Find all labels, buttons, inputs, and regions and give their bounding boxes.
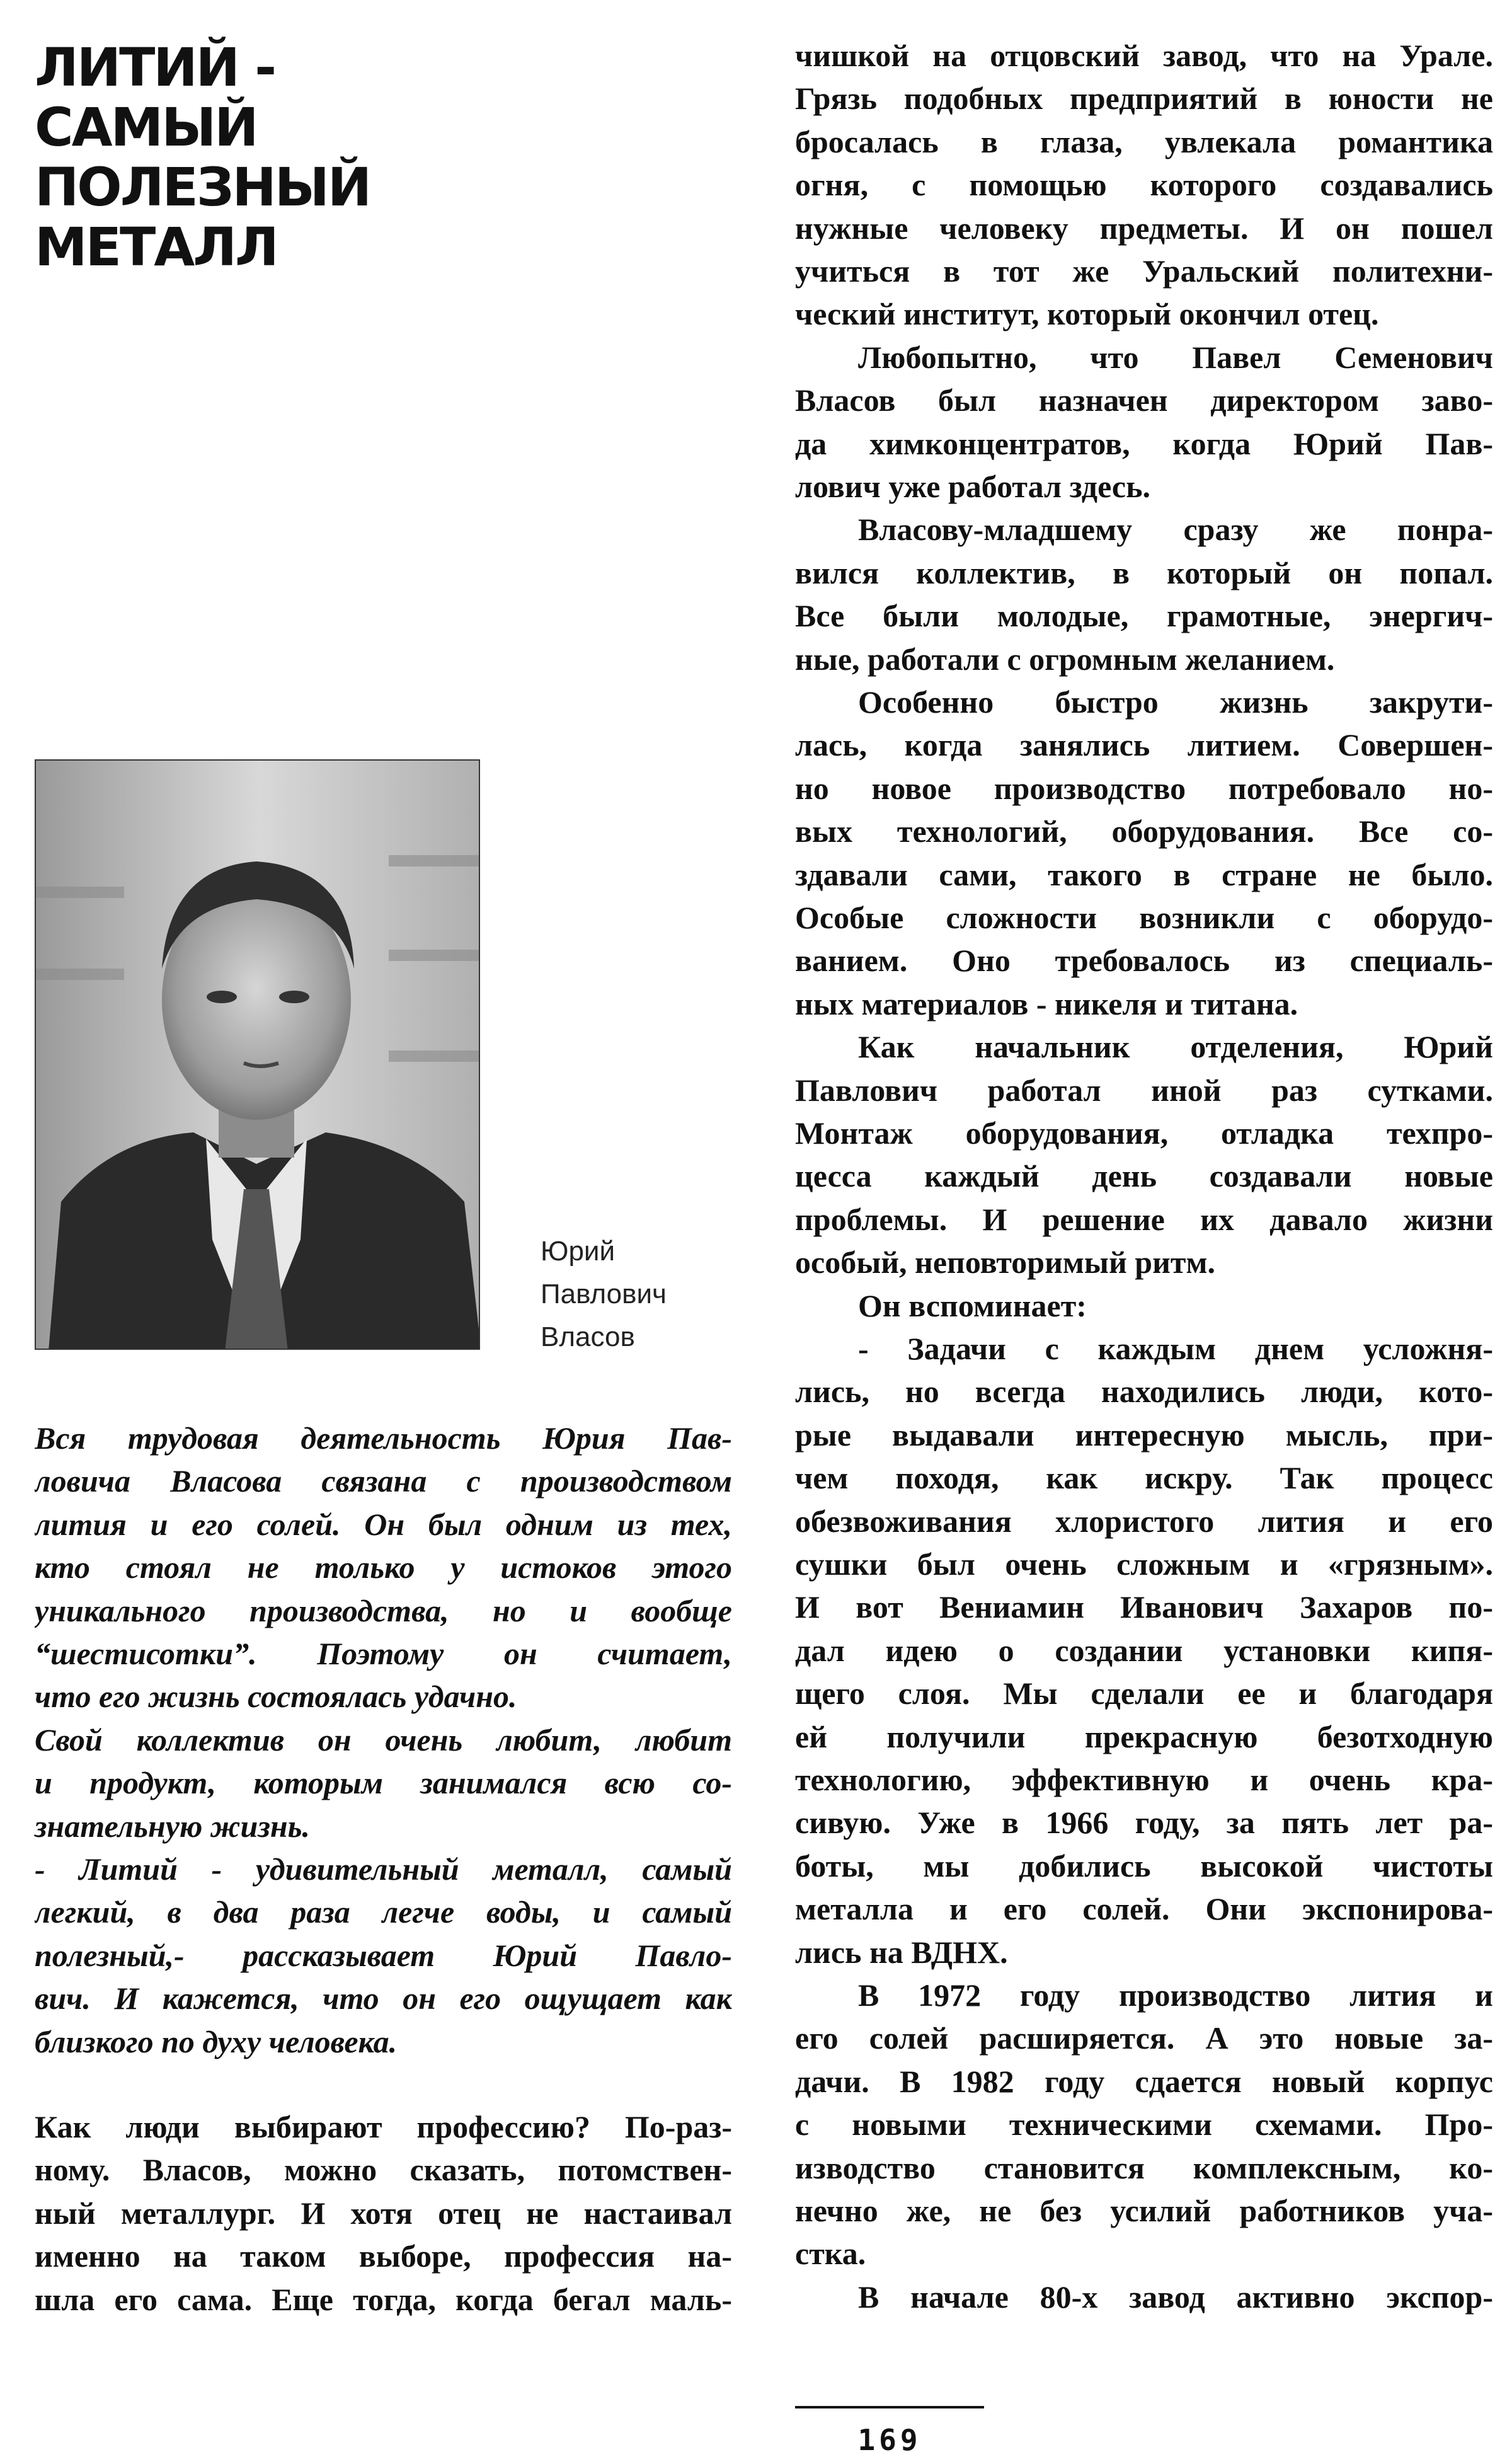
text-line: да химконцентратов, когда Юрий Пав-	[795, 425, 1493, 461]
text-line: Как люди выбирают профессию? По-раз-	[35, 2109, 732, 2144]
text-line: Любопытно, что Павел Семенович	[858, 339, 1493, 375]
text-line: с новыми техническими схемами. Про-	[795, 2107, 1493, 2143]
text-line: ный металлург. И хотя отец не настаивал	[35, 2195, 732, 2231]
text-line: боты, мы добились высокой чистоты	[795, 1848, 1493, 1884]
text-line: рые выдавали интересную мысль, при-	[795, 1417, 1493, 1453]
text-line: и продукт, которым занимался всю со-	[35, 1765, 732, 1801]
text-line: Монтаж оборудования, отладка техпро-	[795, 1115, 1493, 1151]
text-line: обезвоживания хлористого лития и его	[795, 1503, 1493, 1539]
text-line: огня, с помощью которого создавались	[795, 167, 1493, 203]
text-line: металла и его солей. Они экспонирова-	[795, 1891, 1493, 1927]
text-line: ловича Власова связана с производством	[35, 1463, 732, 1499]
text-line: полезный,- рассказывает Юрий Павло-	[35, 1937, 732, 1973]
text-line: особый, неповторимый ритм.	[795, 1245, 1216, 1280]
page-number: 169	[857, 2423, 922, 2457]
text-line: стка.	[795, 2236, 866, 2272]
text-line: здавали сами, такого в стране не было.	[795, 856, 1493, 892]
body-text-right-column	[795, 34, 1493, 2334]
text-line: лития и его солей. Он был одним из тех,	[35, 1506, 732, 1542]
text-line: вился коллектив, в который он попал.	[795, 555, 1493, 590]
text-line: ному. Власов, можно сказать, потомствен-	[35, 2152, 732, 2188]
text-line: лись, но всегда находились люди, кото-	[795, 1374, 1493, 1410]
text-line: Власов был назначен директором заво-	[795, 383, 1493, 418]
caption-line: Власов	[541, 1321, 635, 1352]
text-line: шла его сама. Еще тогда, когда бегал маль-	[35, 2281, 732, 2317]
text-line: Вся трудовая деятельность Юрия Пав-	[35, 1420, 732, 1456]
text-line: технологию, эффективную и очень кра-	[795, 1762, 1493, 1797]
text-line: ческий институт, который окончил отец.	[795, 296, 1379, 332]
text-line: В начале 80-х завод активно экспор-	[858, 2279, 1493, 2315]
text-line: бросалась в глаза, увлекала романтика	[795, 124, 1493, 159]
text-line: ных материалов - никеля и титана.	[795, 986, 1298, 1021]
text-line: ванием. Оно требовалось из специаль-	[795, 943, 1493, 979]
text-line: чем походя, как искру. Так процесс	[795, 1460, 1493, 1496]
text-line: Власову-младшему сразу же понра-	[858, 512, 1493, 548]
footer-rule	[795, 2406, 984, 2408]
text-line: сивую. Уже в 1966 году, за пять лет ра-	[795, 1805, 1493, 1841]
text-line: именно на таком выборе, профессия на-	[35, 2238, 732, 2274]
intro-italic-text	[35, 1417, 732, 2066]
text-line: Особенно быстро жизнь закрути-	[858, 684, 1493, 720]
text-line: кто стоял не только у истоков этого	[35, 1550, 732, 1585]
text-line: ные, работали с огромным желанием.	[795, 641, 1335, 677]
text-line: вич. И кажется, что он его ощущает как	[35, 1981, 732, 2017]
text-line: изводство становится комплексным, ко-	[795, 2149, 1493, 2185]
text-line: вых технологий, оборудования. Все со-	[795, 814, 1493, 849]
text-line: дал идею о создании установки кипя-	[795, 1632, 1493, 1668]
text-line: нужные человеку предметы. И он пошел	[795, 210, 1493, 246]
text-line: чишкой на отцовский завод, что на Урале.	[795, 38, 1493, 73]
text-line: Как начальник отделения, Юрий	[858, 1029, 1493, 1065]
text-line: что его жизнь состоялась удачно.	[35, 1679, 517, 1715]
text-line: близкого по духу человека.	[35, 2023, 398, 2059]
portrait-photo	[35, 759, 480, 1350]
text-line: учиться в тот же Уральский политехни-	[795, 253, 1493, 289]
text-line: знательную жизнь.	[35, 1808, 310, 1844]
title-line: ЛИТИЙ -	[35, 37, 275, 98]
text-line: но новое производство потребовало но-	[795, 770, 1493, 806]
text-line: щего слоя. Мы сделали ее и благодаря	[795, 1676, 1493, 1712]
text-line: Грязь подобных предприятий в юности не	[795, 81, 1493, 117]
text-line: Особые сложности возникли с оборудо-	[795, 900, 1493, 935]
text-line: В 1972 году производство лития и	[858, 1977, 1493, 2013]
text-line: - Литий - удивительный металл, самый	[35, 1851, 732, 1887]
text-line: сушки был очень сложным и «грязным».	[795, 1546, 1493, 1582]
title-line: САМЫЙ	[35, 96, 257, 158]
article-title	[35, 38, 370, 277]
photo-caption	[541, 1230, 667, 1359]
caption-line: Павлович	[541, 1279, 667, 1309]
body-text-left-column	[35, 2105, 732, 2326]
text-line: нечно же, не без усилий работников уча-	[795, 2193, 1493, 2228]
text-line: легкий, в два раза легче воды, и самый	[35, 1894, 732, 1930]
text-line: Все были молодые, грамотные, энергич-	[795, 598, 1493, 634]
title-line: МЕТАЛЛ	[35, 216, 277, 278]
title-line: ПОЛЕЗНЫЙ	[35, 156, 370, 218]
text-line: ей получили прекрасную безотходную	[795, 1718, 1493, 1754]
text-line: Свой коллектив он очень любит, любит	[35, 1722, 732, 1758]
text-line: лась, когда занялись литием. Совершен-	[795, 727, 1493, 763]
text-line: - Задачи с каждым днем усложня-	[858, 1331, 1493, 1366]
text-line: его солей расширяется. А это новые за-	[795, 2020, 1493, 2056]
text-line: “шестисотки”. Поэтому он считает,	[35, 1636, 732, 1671]
text-line: цесса каждый день создавали новые	[795, 1158, 1493, 1194]
text-line: лись на ВДНХ.	[795, 1934, 1008, 1970]
text-line: проблемы. И решение их давало жизни	[795, 1201, 1493, 1237]
caption-line: Юрий	[541, 1236, 616, 1267]
text-line: И вот Вениамин Иванович Захаров по-	[795, 1589, 1493, 1625]
text-line: Павлович работал иной раз сутками.	[795, 1072, 1493, 1108]
text-line: Он вспоминает:	[858, 1287, 1087, 1323]
text-line: лович уже работал здесь.	[795, 469, 1151, 504]
text-line: дачи. В 1982 году сдается новый корпус	[795, 2063, 1493, 2099]
text-line: уникального производства, но и вообще	[35, 1592, 732, 1628]
